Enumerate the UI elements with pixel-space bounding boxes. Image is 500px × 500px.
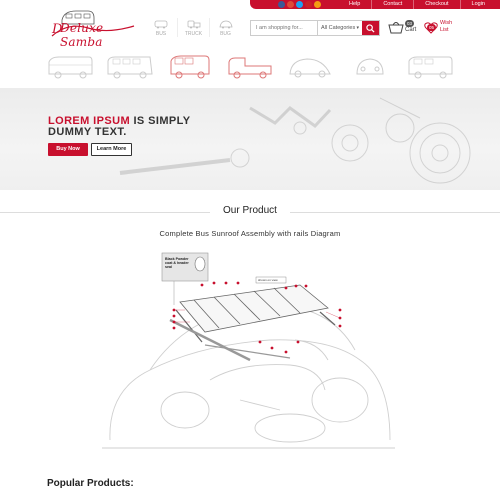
checkout-link[interactable]: Checkout <box>413 0 459 9</box>
top-links <box>338 0 496 9</box>
logo-text: Deluxe Samba <box>60 21 104 49</box>
sunroof-diagram[interactable] <box>90 250 410 470</box>
section-title <box>0 205 500 216</box>
bug-icon <box>219 20 233 29</box>
diagram-callout-label: Black Powder coat & header seal <box>165 257 189 270</box>
help-link[interactable]: Help <box>349 1 361 7</box>
facebook-icon[interactable] <box>278 1 285 8</box>
our-product-title: Our Product <box>215 205 285 216</box>
bus-red-icon[interactable] <box>165 52 215 82</box>
diagram-title: Complete Bus Sunroof Assembly with rails Diagram <box>159 229 341 238</box>
category-nav <box>145 18 241 37</box>
cart-label: Cart <box>405 27 417 33</box>
truck-red-icon[interactable] <box>225 52 275 82</box>
google-plus-icon[interactable] <box>287 1 294 8</box>
contact-link[interactable]: Contact <box>371 0 413 9</box>
bus-window-icon[interactable] <box>105 52 155 82</box>
twitter-icon[interactable] <box>296 1 303 8</box>
hero-banner <box>0 88 500 190</box>
search-button[interactable] <box>362 21 379 35</box>
hero-title-line2: DUMMY TEXT. <box>48 126 127 138</box>
category-bus-label: BUS <box>155 31 167 37</box>
category-bug-label: BUG <box>220 31 231 37</box>
vehicle-strip <box>0 47 500 87</box>
login-link[interactable]: Login <box>460 0 496 9</box>
sunroof-diagram-drawing <box>90 250 410 470</box>
category-select-value: All Categories <box>321 25 356 31</box>
logo[interactable] <box>48 6 138 49</box>
svg-text:D: D <box>52 22 63 37</box>
chevron-down-icon: ▾ <box>356 25 359 31</box>
category-truck[interactable] <box>177 18 209 37</box>
learn-more-button[interactable]: Learn More <box>91 143 132 156</box>
rss-icon[interactable] <box>314 1 321 8</box>
wishlist-label: Wish List <box>440 20 453 33</box>
beetle-front-icon[interactable] <box>345 52 395 82</box>
search-bar <box>250 20 380 36</box>
diagram-tag-label: shown on view <box>258 278 278 282</box>
search-input[interactable] <box>251 21 317 35</box>
category-select[interactable] <box>317 21 362 35</box>
category-bug[interactable] <box>209 18 241 37</box>
top-bar <box>250 0 500 9</box>
bus-camper-icon[interactable] <box>405 52 455 82</box>
social-icons <box>278 1 321 8</box>
hero-parts-background <box>0 88 500 190</box>
cart-icon <box>388 21 404 35</box>
beetle-icon[interactable] <box>285 52 335 82</box>
truck-icon <box>187 20 201 29</box>
hero-title-rest: IS SIMPLY <box>130 115 191 127</box>
buy-now-button[interactable]: Buy Now <box>48 143 88 156</box>
bus-icon <box>154 20 168 29</box>
bus-side-icon[interactable] <box>45 52 95 82</box>
cart-count-badge: 03 <box>406 21 412 26</box>
hero-title <box>48 116 190 138</box>
wishlist-count-badge: 05 <box>428 25 434 30</box>
category-bus[interactable] <box>145 18 177 37</box>
search-icon <box>366 24 375 33</box>
hero-title-highlight: LOREM IPSUM <box>48 115 131 127</box>
popular-products-title: Popular Products: <box>47 478 134 489</box>
pinterest-icon[interactable] <box>305 1 312 8</box>
category-truck-label: TRUCK <box>184 31 203 37</box>
